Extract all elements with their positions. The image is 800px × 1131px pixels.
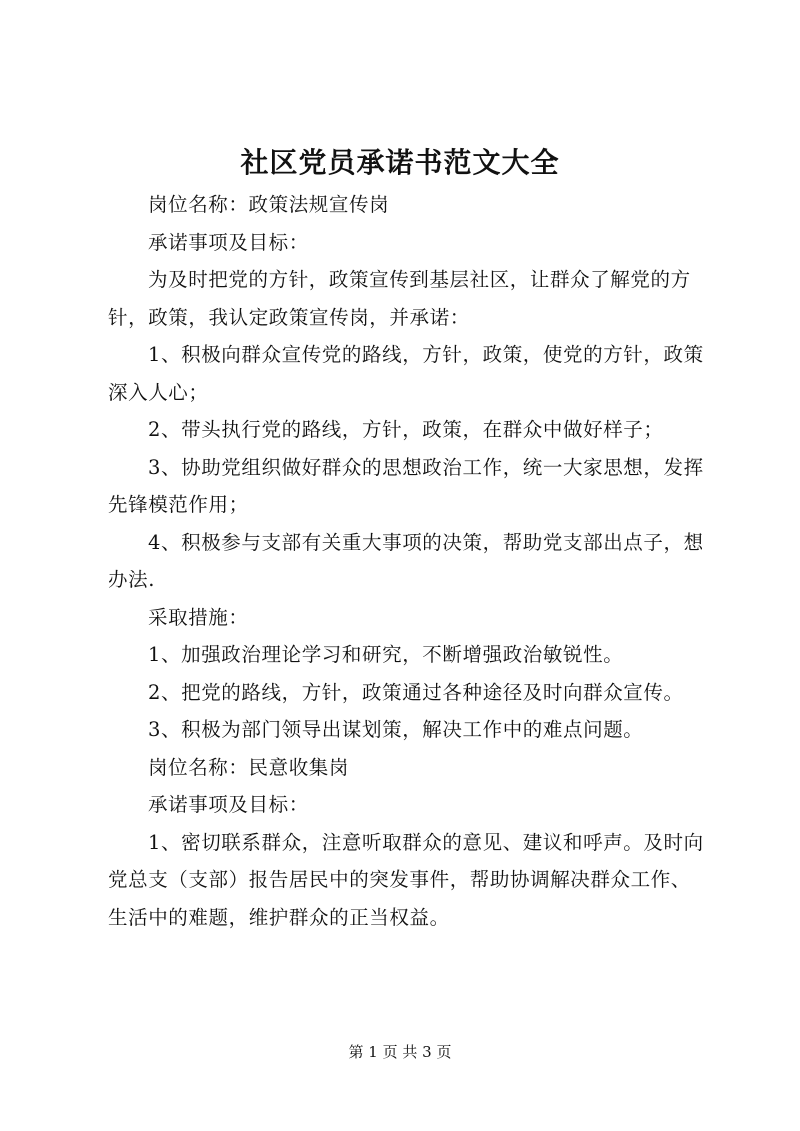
paragraph: 承诺事项及目标： — [148, 230, 309, 254]
paragraph: 承诺事项及目标： — [148, 793, 309, 816]
paragraph: 4、积极参与支部有关重大事项的决策，帮助党支部出点子，想办法. — [108, 530, 704, 591]
page-number-footer: 第 1 页 共 3 页 — [348, 1043, 452, 1061]
paragraph: 2、把党的路线，方针，政策通过各种途径及时向群众宣传。 — [148, 680, 684, 704]
paragraph: 2、带头执行党的路线，方针，政策，在群众中做好样子； — [148, 418, 664, 441]
paragraph: 3、协助党组织做好群众的思想政治工作，统一大家思想，发挥先锋模范作用； — [108, 455, 704, 516]
paragraph: 1、加强政治理论学习和研究，不断增强政治敏锐性。 — [148, 643, 624, 666]
document-body — [108, 186, 708, 936]
paragraph: 为及时把党的方针，政策宣传到基层社区，让群众了解党的方针，政策，我认定政策宣传岗，并承诺： — [108, 268, 691, 329]
paragraph: 1、积极向群众宣传党的路线，方针，政策，使党的方针，政策深入人心； — [108, 343, 704, 404]
paragraph: 1、密切联系群众，注意听取群众的意见、建议和呼声。及时向党总支（支部）报告居民中的突发事件，帮助协调解决群众工作、生活中的难题，维护群众的正当权益。 — [108, 830, 704, 929]
paragraph: 岗位名称：民意收集岗 — [148, 755, 350, 779]
paragraph: 岗位名称：政策法规宣传岗 — [148, 193, 390, 216]
document-title: 社区党员承诺书范文大全 — [240, 146, 560, 179]
paragraph: 3、积极为部门领导出谋划策，解决工作中的难点问题。 — [148, 718, 644, 741]
paragraph: 采取措施： — [148, 605, 249, 629]
